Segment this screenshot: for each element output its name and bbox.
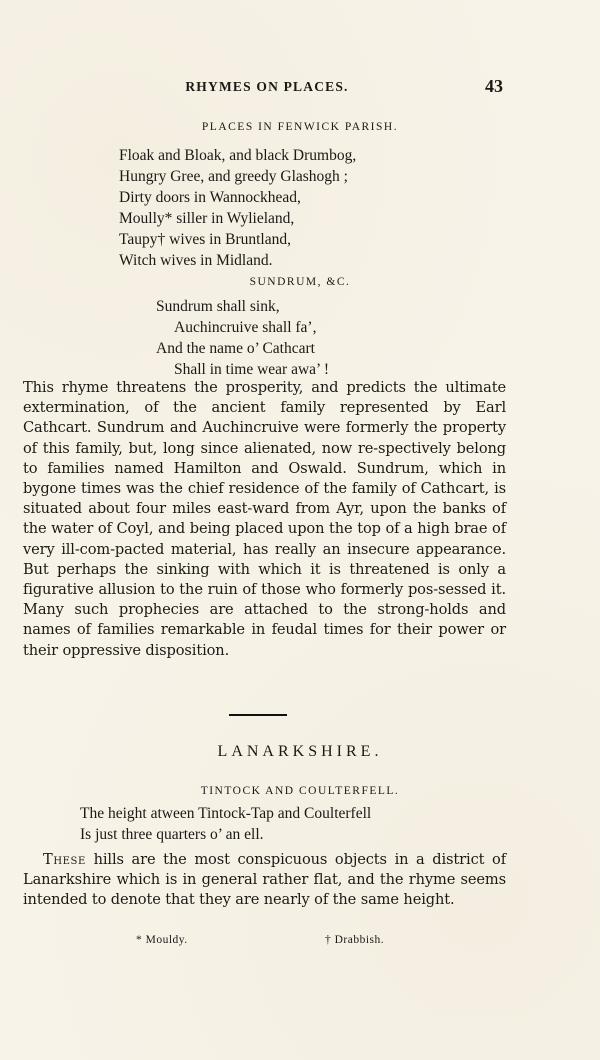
tintock-commentary-body: hills are the most conspicuous objects in a district of Lanarkshire which is in general rather flat, and the rhyme seems intended to denote that they are nearly of the same height. <box>23 851 506 909</box>
sundrum-rhyme <box>156 296 329 380</box>
fenwick-rhyme <box>119 145 356 271</box>
sundrum-rhyme-line-3: And the name o’ Cathcart <box>156 340 315 357</box>
fenwick-rhyme-line-2: Hungry Gree, and greedy Glashogh ; <box>119 168 348 185</box>
section-divider-rule <box>229 714 287 716</box>
fenwick-parish-heading: PLACES IN FENWICK PARISH. <box>201 121 399 133</box>
fenwick-rhyme-line-6: Witch wives in Midland. <box>119 252 273 269</box>
running-head <box>0 76 600 100</box>
footnotes <box>0 934 600 954</box>
tintock-rhyme-line-1: The height atween Tintock-Tap and Coulterfell <box>80 805 372 822</box>
running-title: RHYMES ON PLACES. <box>185 79 349 94</box>
sundrum-commentary: This rhyme threatens the prosperity, and predicts the ultimate extermination, of the ancient family represented by Earl Cathcart. Sundrum and Auchincruive were formerly the property of this family, but, long since alienated, now re-spectively belong to families named Hamilton and Oswald. Sundrum, which in bygone times was the chief residence of the family of Cathcart, is situated about four miles east-ward from Ayr, upon the banks of the water of Coyl, and being placed upon the top of a high brae of very ill-com-pacted material, has really an insecure appearance. But perhaps the sinking with which it is threatened is only a figurative allusion to the ruin of those who formerly pos-sessed it. Many such prophecies are attached to the strong-holds and names of families remarkable in feudal times for their power or their oppressive disposition. <box>23 379 506 659</box>
fenwick-rhyme-line-3: Dirty doors in Wannockhead, <box>119 189 301 206</box>
sundrum-rhyme-line-2: Auchincruive shall fa’, <box>174 319 317 336</box>
tintock-rhyme <box>80 803 371 845</box>
tintock-commentary-lead: These <box>43 851 86 868</box>
sundrum-rhyme-line-4: Shall in time wear awa’ ! <box>174 361 330 378</box>
footnote-drabbish: † Drabbish. <box>325 934 385 946</box>
sundrum-heading: SUNDRUM, &C. <box>249 276 351 288</box>
fenwick-rhyme-line-4: Moully* siller in Wylieland, <box>119 210 295 227</box>
fenwick-rhyme-line-5: Taupy† wives in Bruntland, <box>119 231 291 248</box>
fenwick-rhyme-line-1: Floak and Bloak, and black Drumbog, <box>119 147 357 164</box>
lanarkshire-heading: LANARKSHIRE. <box>217 743 383 760</box>
sundrum-rhyme-line-1: Sundrum shall sink, <box>156 298 280 315</box>
tintock-commentary <box>23 850 506 911</box>
footnote-mouldy: * Mouldy. <box>136 934 188 946</box>
page-number: 43 <box>485 76 503 96</box>
tintock-heading: TINTOCK AND COULTERFELL. <box>200 785 400 797</box>
tintock-rhyme-line-2: Is just three quarters o’ an ell. <box>80 826 264 843</box>
